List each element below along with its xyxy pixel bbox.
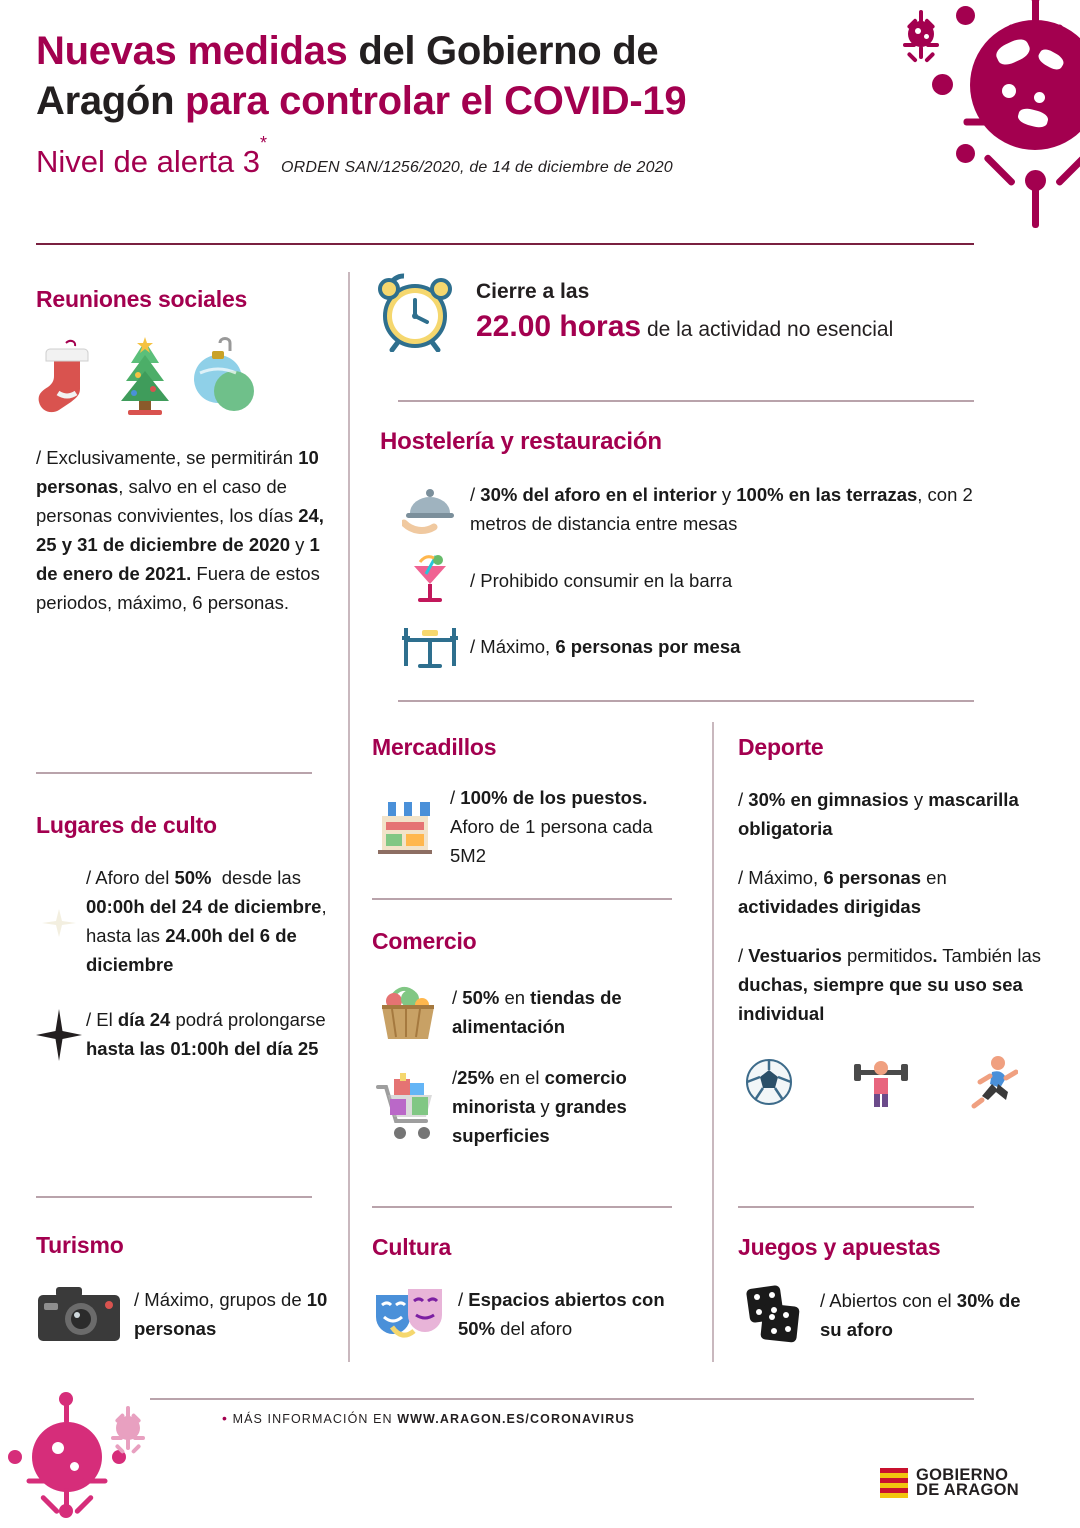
left-divider-2 (36, 1196, 312, 1198)
table-chairs-icon (402, 620, 458, 672)
cultura-text: / Espacios abiertos con 50% del aforo (458, 1289, 665, 1339)
juegos-title: Juegos y apuestas (738, 1234, 941, 1260)
center-divider-4 (372, 1206, 672, 1208)
runner-icon (968, 1054, 1018, 1110)
footer-bullet: • (222, 1410, 229, 1426)
mercadillos-title: Mercadillos (372, 734, 497, 760)
header (36, 26, 916, 180)
deporte-item-2-text: / Máximo, 6 personas en actividades dirigidas (738, 867, 947, 917)
center-divider-3 (372, 898, 672, 900)
culto-item-1-text: / Aforo del 50% desde las 00:00h del 24 de diciembre, hasta las 24.00h del 6 de diciembre (86, 867, 327, 975)
hosteleria-item-3-text: / Máximo, 6 personas por mesa (470, 635, 741, 657)
section-lugares-de-culto (36, 812, 336, 1063)
christmas-tree-icon (112, 337, 178, 417)
camera-icon (36, 1283, 122, 1345)
virus-decoration-bottom-left (8, 1392, 128, 1522)
weightlifter-icon (852, 1054, 910, 1110)
cultura-title: Cultura (372, 1234, 452, 1260)
virus-decoration-bottom-small (104, 1404, 152, 1452)
gobierno-line1: GOBIERNO (916, 1466, 1009, 1484)
culto-item-2-text: / El día 24 podrá prolongarse hasta las 01:00h del día 25 (86, 1009, 326, 1059)
juegos-text: / Abiertos con el 30% de su aforo (820, 1290, 1021, 1340)
mercadillos-text: / 100% de los puestos. Aforo de 1 persona cada 5M2 (450, 787, 653, 866)
comercio-item-2-text: /25% en el comercio minorista y grandes superficies (452, 1067, 627, 1146)
alert-level-text: Nivel de alerta 3 (36, 144, 261, 179)
header-divider (36, 243, 974, 245)
closing-hours-value: 22.00 horas (476, 310, 642, 343)
alarm-clock-icon (372, 272, 458, 352)
gobierno-de-aragon-logo (880, 1468, 1019, 1498)
title-part-3: Aragón (36, 79, 186, 123)
turismo-title: Turismo (36, 1232, 124, 1258)
turismo-text: / Máximo, grupos de 10 personas (134, 1289, 328, 1339)
hosteleria-title: Hostelería y restauración (380, 428, 662, 455)
market-stall-icon (372, 783, 438, 870)
orden-reference: ORDEN SAN/1256/2020, de 14 de diciembre de 2020 (281, 159, 673, 176)
footer-info (222, 1410, 635, 1426)
reuniones-text: / Exclusivamente, se permitirán 10 personas, salvo en el caso de personas convivientes, los días 24, 25 y 31 de diciembre de 2020 y 1 de enero de 2021. Fuera de estos periodos, máximo, 6 personas. (36, 447, 324, 613)
section-turismo (36, 1232, 336, 1345)
section-closing-hours (372, 272, 982, 352)
closing-line1: Cierre a las (476, 280, 590, 303)
aragon-flag-icon (880, 1468, 908, 1498)
dice-icon (738, 1283, 806, 1347)
christmas-stocking-icon (36, 339, 98, 417)
christmas-bauble-icon (192, 337, 254, 417)
section-hosteleria (380, 428, 980, 672)
shopping-cart-icon (372, 1069, 442, 1145)
column-divider-left (348, 272, 350, 1362)
hosteleria-item-2-text: / Prohibido consumir en la barra (470, 569, 733, 591)
column-divider-right (712, 722, 714, 1362)
center-divider-2 (398, 700, 974, 702)
closing-rest: de la actividad no esencial (641, 318, 894, 341)
page-title (36, 26, 916, 126)
deporte-item-3-text: / Vestuarios permitidos. También las duchas, siempre que su uso sea individual (738, 945, 1042, 1024)
footer-more-info: MÁS INFORMACIÓN EN (232, 1412, 398, 1426)
food-cloche-icon (402, 480, 458, 538)
sparkle-icon (36, 863, 82, 979)
soccer-ball-icon (744, 1054, 794, 1110)
gobierno-line2: DE ARAGON (916, 1481, 1019, 1499)
deporte-item-1-text: / 30% en gimnasios y mascarilla obligatoria (738, 789, 1019, 839)
section-juegos-apuestas (738, 1234, 1058, 1347)
culto-title: Lugares de culto (36, 812, 217, 838)
hosteleria-item-1-text: / 30% del aforo en el interior y 100% en las terrazas, con 2 metros de distancia entre mesas (470, 484, 973, 534)
footer-url: WWW.ARAGON.ES/CORONAVIRUS (397, 1412, 635, 1426)
comercio-item-1-text: / 50% en tiendas de alimentación (452, 987, 622, 1037)
section-mercadillos (372, 734, 692, 870)
right-divider-1 (738, 1206, 974, 1208)
gobierno-text (916, 1468, 1019, 1498)
sparkle-icon (36, 1005, 82, 1063)
section-deporte (738, 734, 1058, 1110)
left-divider-1 (36, 772, 312, 774)
grocery-basket-icon (372, 979, 442, 1045)
section-comercio (372, 928, 702, 1150)
theatre-masks-icon (372, 1283, 446, 1345)
virus-decoration-large (930, 0, 1080, 210)
center-divider-1 (398, 400, 974, 402)
title-part-1: Nuevas medidas (36, 29, 348, 73)
reuniones-title: Reuniones sociales (36, 286, 248, 312)
title-part-4: para controlar el COVID-19 (185, 79, 687, 123)
title-part-2: del Gobierno de (347, 29, 659, 73)
alert-level-asterisk: * (260, 132, 268, 153)
cocktail-icon (402, 552, 458, 608)
deporte-title: Deporte (738, 734, 824, 760)
footer-divider (150, 1398, 974, 1400)
comercio-title: Comercio (372, 928, 477, 954)
section-reuniones-sociales (36, 286, 326, 617)
alert-level (36, 132, 268, 180)
section-cultura (372, 1234, 702, 1345)
